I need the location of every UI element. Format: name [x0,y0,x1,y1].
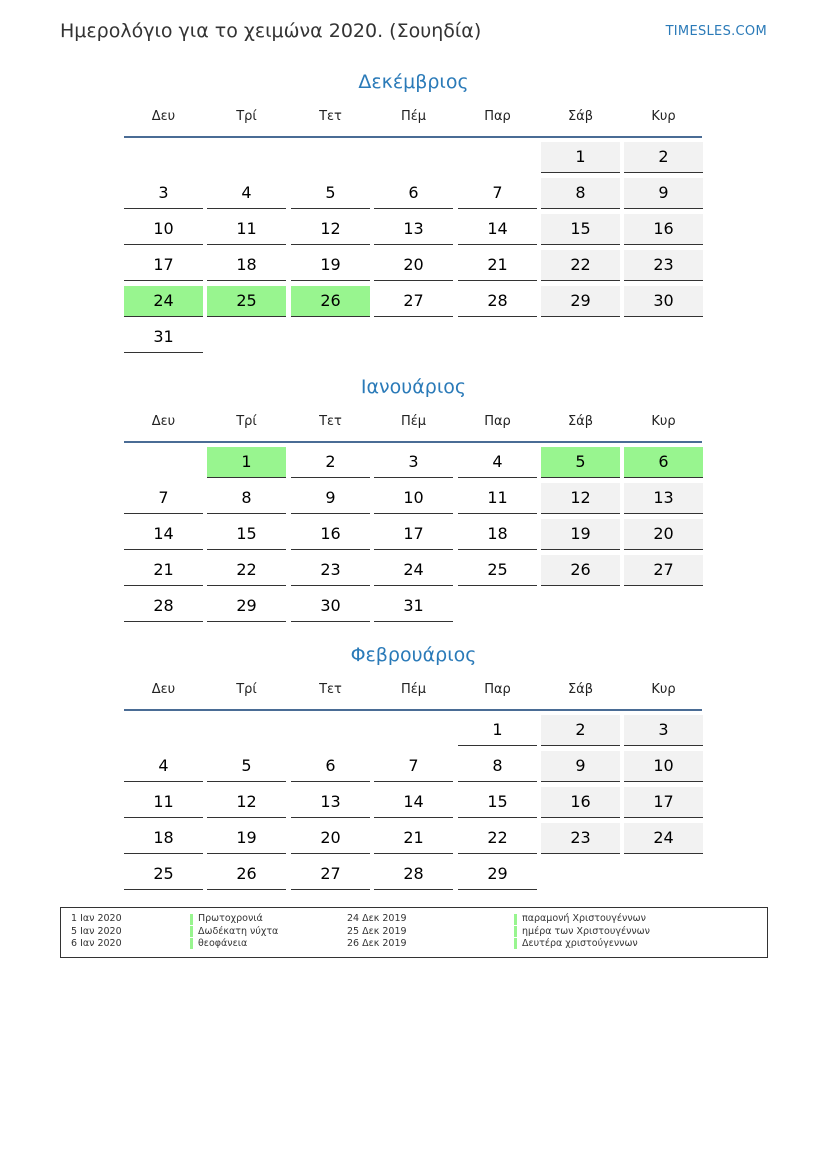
page-title: Ημερολόγιο για το χειμώνα 2020. (Σουηδία) [60,20,482,42]
legend-date: 1 Ιαν 2020 [71,913,122,924]
day-cell[interactable]: 27 [624,555,703,586]
day-cell[interactable]: 26 [541,555,620,586]
legend-marker [514,914,517,925]
day-cell[interactable]: 21 [374,823,453,854]
day-cell[interactable]: 16 [624,214,703,245]
legend-holiday: Δωδέκατη νύχτα [198,926,279,937]
day-cell[interactable]: 10 [374,483,453,514]
day-cell[interactable]: 20 [624,519,703,550]
day-cell[interactable]: 19 [541,519,620,550]
day-cell[interactable]: 21 [458,250,537,281]
day-cell[interactable]: 8 [541,178,620,209]
day-cell[interactable]: 17 [124,250,203,281]
day-cell[interactable]: 29 [541,286,620,317]
day-cell[interactable]: 3 [124,178,203,209]
day-cell[interactable]: 2 [541,715,620,746]
legend-holiday: ημέρα των Χριστουγέννων [522,926,650,937]
weekday-label: Τρί [236,109,257,124]
day-cell[interactable]: 29 [207,591,286,622]
month-block [0,67,827,346]
day-cell[interactable]: 11 [458,483,537,514]
day-cell[interactable]: 21 [124,555,203,586]
day-cell[interactable]: 22 [541,250,620,281]
legend-marker [514,926,517,937]
day-cell[interactable]: 31 [374,591,453,622]
day-cell[interactable]: 18 [458,519,537,550]
month-block [0,372,827,615]
weekday-label: Κυρ [651,109,676,124]
day-cell[interactable]: 9 [624,178,703,209]
month-block [0,640,827,883]
day-cell[interactable]: 18 [207,250,286,281]
day-cell[interactable]: 22 [458,823,537,854]
day-cell[interactable]: 12 [291,214,370,245]
weekday-label: Δευ [151,109,176,124]
weekday-label: Σάβ [567,414,594,429]
weekday-label: Πέμ [400,109,427,124]
day-cell[interactable]: 1 [207,447,286,478]
month-name: Ιανουάριος [360,376,467,398]
day-cell[interactable]: 25 [458,555,537,586]
day-cell[interactable]: 1 [458,715,537,746]
day-cell[interactable]: 19 [291,250,370,281]
weekday-label: Τρί [236,414,257,429]
day-cell[interactable]: 12 [207,787,286,818]
day-cell[interactable]: 25 [124,859,203,890]
day-cell[interactable]: 20 [291,823,370,854]
holiday-legend [60,907,768,958]
day-cell[interactable]: 16 [541,787,620,818]
weekday-label: Τετ [319,682,342,697]
day-cell[interactable]: 4 [458,447,537,478]
day-cell[interactable]: 23 [624,250,703,281]
day-cell[interactable]: 4 [124,751,203,782]
day-cell[interactable]: 24 [624,823,703,854]
day-cell[interactable]: 5 [207,751,286,782]
day-cell[interactable]: 13 [374,214,453,245]
weekday-header [0,97,827,133]
day-cell[interactable]: 22 [207,555,286,586]
weekday-label: Παρ [484,109,511,124]
month-name: Φεβρουάριος [350,644,477,666]
weekday-label: Πέμ [400,414,427,429]
month-name: Δεκέμβριος [358,71,469,93]
day-cell[interactable]: 31 [124,322,203,353]
day-cell[interactable]: 14 [124,519,203,550]
day-cell[interactable]: 8 [207,483,286,514]
day-cell[interactable]: 23 [541,823,620,854]
day-cell[interactable]: 14 [458,214,537,245]
weekday-label: Πέμ [400,682,427,697]
day-cell[interactable]: 23 [291,555,370,586]
weekday-label: Παρ [484,414,511,429]
day-cell[interactable]: 26 [291,286,370,317]
weekday-label: Κυρ [651,682,676,697]
day-cell[interactable]: 15 [541,214,620,245]
weekday-label: Κυρ [651,414,676,429]
day-cell[interactable]: 28 [374,859,453,890]
day-cell[interactable]: 2 [624,142,703,173]
day-cell[interactable]: 9 [541,751,620,782]
legend-date: 6 Ιαν 2020 [71,938,122,949]
weekday-label: Παρ [484,682,511,697]
day-cell[interactable]: 6 [374,178,453,209]
day-cell[interactable]: 26 [207,859,286,890]
legend-date: 5 Ιαν 2020 [71,926,122,937]
legend-holiday: παραμονή Χριστουγέννων [522,913,646,924]
day-cell[interactable]: 14 [374,787,453,818]
weekday-label: Δευ [151,682,176,697]
day-cell[interactable]: 11 [124,787,203,818]
day-cell[interactable]: 30 [624,286,703,317]
day-cell[interactable]: 28 [124,591,203,622]
weekday-header [0,402,827,438]
day-cell[interactable]: 15 [207,519,286,550]
header-rule [124,441,702,443]
legend-holiday: Δευτέρα χριστούγεννων [522,938,638,949]
legend-marker [190,938,193,949]
legend-date: 24 Δεκ 2019 [347,913,407,924]
day-cell[interactable]: 7 [374,751,453,782]
day-cell[interactable]: 15 [458,787,537,818]
legend-marker [514,938,517,949]
header-rule [124,136,702,138]
day-cell[interactable]: 25 [207,286,286,317]
day-cell[interactable]: 13 [624,483,703,514]
day-cell[interactable]: 11 [207,214,286,245]
legend-date: 25 Δεκ 2019 [347,926,407,937]
day-cell[interactable]: 4 [207,178,286,209]
day-cell[interactable]: 6 [291,751,370,782]
day-cell[interactable]: 24 [374,555,453,586]
day-cell[interactable]: 7 [458,178,537,209]
weekday-label: Τετ [319,109,342,124]
day-cell[interactable]: 10 [124,214,203,245]
legend-date: 26 Δεκ 2019 [347,938,407,949]
day-cell[interactable]: 29 [458,859,537,890]
day-cell[interactable]: 5 [291,178,370,209]
day-cell[interactable]: 16 [291,519,370,550]
day-cell[interactable]: 18 [124,823,203,854]
day-cell[interactable]: 27 [291,859,370,890]
day-cell[interactable]: 24 [124,286,203,317]
legend-marker [190,926,193,937]
legend-holiday: Πρωτοχρονιά [198,913,263,924]
day-cell[interactable]: 13 [291,787,370,818]
header-rule [124,709,702,711]
weekday-header [0,670,827,706]
day-cell[interactable]: 1 [541,142,620,173]
day-cell[interactable]: 19 [207,823,286,854]
day-cell[interactable]: 8 [458,751,537,782]
site-link[interactable]: TIMESLES.COM [665,24,767,39]
weekday-label: Σάβ [567,682,594,697]
weekday-label: Δευ [151,414,176,429]
weekday-label: Σάβ [567,109,594,124]
day-cell[interactable]: 20 [374,250,453,281]
weekday-label: Τετ [319,414,342,429]
day-cell[interactable]: 27 [374,286,453,317]
day-cell[interactable]: 17 [374,519,453,550]
day-cell[interactable]: 3 [374,447,453,478]
day-cell[interactable]: 12 [541,483,620,514]
legend-marker [190,914,193,925]
day-cell[interactable]: 2 [291,447,370,478]
day-cell[interactable]: 30 [291,591,370,622]
day-cell[interactable]: 17 [624,787,703,818]
day-cell[interactable]: 6 [624,447,703,478]
day-cell[interactable]: 5 [541,447,620,478]
day-cell[interactable]: 9 [291,483,370,514]
legend-holiday: θεοφάνεια [198,938,248,949]
weekday-label: Τρί [236,682,257,697]
day-cell[interactable]: 7 [124,483,203,514]
day-cell[interactable]: 3 [624,715,703,746]
day-cell[interactable]: 28 [458,286,537,317]
day-cell[interactable]: 10 [624,751,703,782]
